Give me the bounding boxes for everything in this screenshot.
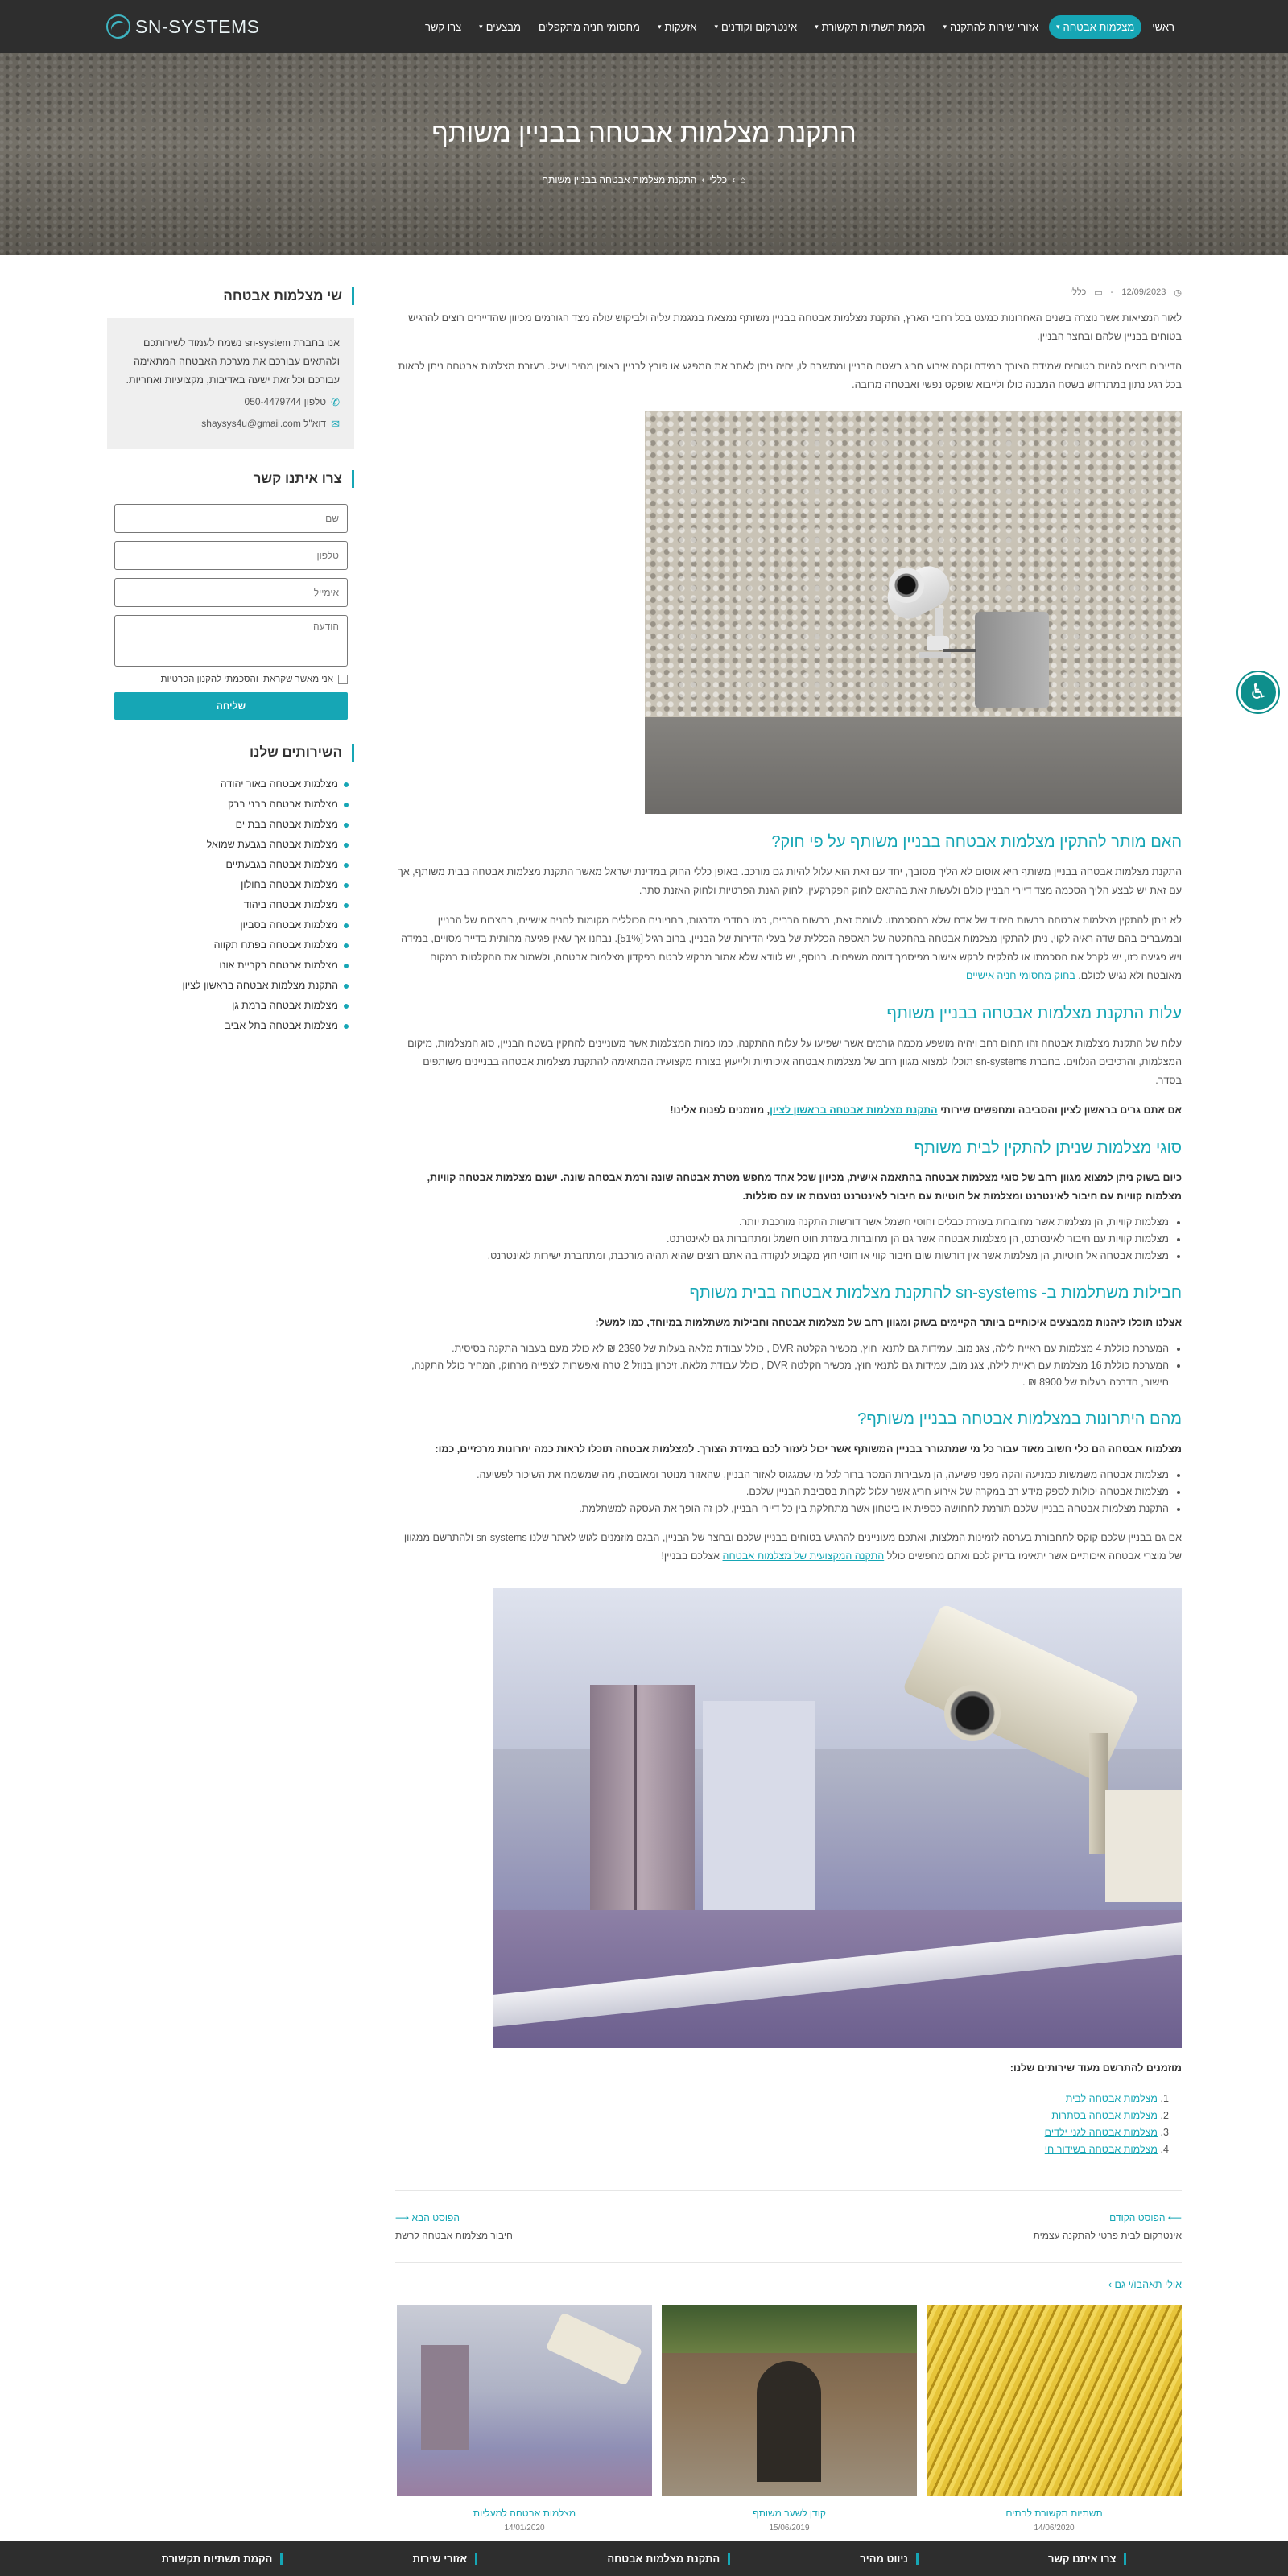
about-text: אנו בחברת sn-system נשמח לעמוד לשירותכם ולהתאים עבורכם את מערכת האבטחה המתאימה עבורכם וכל זאת ישעה באדיבות, מקצועיות ואחריות. [126, 337, 340, 386]
related-post-card[interactable] [662, 2305, 917, 2533]
service-link[interactable]: מצלמות אבטחה בקריית אונו [107, 956, 338, 976]
service-link[interactable]: מצלמות אבטחה בבת ים [107, 815, 338, 835]
list-item: • מצלמות אבטחה משמשות כמניעה והקה מפני פשיעה, הן מעבירות המסר ברור לכל מי שמגגוס לאזור הבניין, שהאזור מנוטר ומאובטח, מה שמשמח את השיכור לפשיעה. [395, 1467, 1169, 1484]
service-link[interactable]: מצלמות אבטחה בגבעתיים [107, 855, 338, 875]
footer-column-title: ניווט מהיר [860, 2553, 919, 2565]
camera-types-list [395, 1214, 1182, 1265]
chevron-down-icon: ▾ [479, 22, 483, 31]
breadcrumb-separator: › [732, 174, 736, 185]
section-lead: מצלמות אבטחה הם כלי חשוב מאוד עבור כל מי שמתגורר בבניין המשותף אשר יכול לעזור לכם במידת הצורך. למצלמות אבטחה תוכלו לראות כמה יתרונות מרכזיים, כמו: [435, 1443, 1182, 1455]
service-link[interactable]: מצלמות אבטחה באור יהודה [107, 774, 338, 795]
consent-checkbox[interactable] [338, 675, 348, 684]
main-nav [418, 15, 1182, 39]
paragraph-text: לא ניתן להתקין מצלמות אבטחה ברשות היחיד של אדם שלא בהסכמתו. לעומת זאת, ברשות הרבים, כמו בחדרי מדרגות, בחניונים הכוללים מקומות לחניה אישיים, בחצרות של הבניין ובמעברים בהם שדה ראיה לקוי, ניתן להתקין מצלמות אבטחה בהחלטה של האספה הכללית של בעלי הדירות של הבניין, ברוב רגיל [51%]. נבחנו אך שאין פגיעה מהותית בדייר מסויים, במידה ויש פגיעה כזו, יש לקבל את הסכמתו או להלקים לבקש אישור מפיסמך דומה משפחים. בנוסף, יש לוודא שלא אמור מבקש לבטח בפקדון מצלמות אבטחה, ולשמור את ההקלטות במקום מאובטח ולא נגיש לכולם. [401, 914, 1182, 981]
packages-list [395, 1340, 1182, 1391]
service-link[interactable]: מצלמות אבטחה ביהוד [107, 895, 338, 915]
related-posts-title [395, 2279, 1182, 2290]
service-link[interactable]: מצלמות אבטחה בבני ברק [107, 795, 338, 815]
services-widget-title: השירותים שלנו [107, 744, 354, 762]
separator: - [1110, 287, 1114, 297]
chevron-down-icon: ▾ [714, 22, 718, 31]
phone-field[interactable] [114, 541, 348, 570]
intro-paragraph: לאור המציאות אשר נוצרה בשנים האחרונות כמעט בכל רחבי הארץ, התקנת מצלמות אבטחה בבניין משותף נמצאת במגמת עליה ולביקוש עולה מצד הגורמים מכיוון שהדיירים רוצים להרגיש בטוחים בבניין שלהם ובחצר הבניין. [408, 312, 1182, 342]
professional-install-link[interactable]: התקנה המקצועית של מצלמות אבטחה [722, 1550, 885, 1562]
list-item: • המערכת כוללת 4 מצלמות עם ראיית לילה, צגנ מוב, עמידות גם לתנאי חוץ, מכשיר הקלטה DVR , כולל עבודת מלאה בעלות של 2390 ₪ לא כולל מעם בעבור התקנה בסיסית. [395, 1340, 1169, 1357]
chevron-down-icon: ▾ [657, 22, 662, 31]
section-heading: עלות התקנת מצלמות אבטחה בבניין משותף [886, 1005, 1182, 1022]
phone-line[interactable] [122, 393, 340, 411]
nav-item[interactable] [472, 15, 528, 39]
nav-item[interactable] [707, 15, 804, 39]
service-link[interactable]: מצלמות אבטחה בגבעת שמואל [107, 835, 338, 855]
hero-banner [0, 53, 1288, 255]
services-widget [107, 744, 354, 1036]
previous-post-title: אינטרקום לבית פרטי להתקנה עצמית [1033, 2230, 1182, 2241]
elevator-camera-thumbnail [397, 2305, 652, 2496]
service-link[interactable]: מצלמות אבטחה בחולון [107, 875, 338, 895]
cta-suffix: מוזמנים לפנות אלינו! [670, 1104, 765, 1116]
envelope-icon: ✉ [331, 418, 340, 430]
section-heading: חבילות משתלמות ב- sn-systems להתקנת מצלמות אבטחה בבית משותף [689, 1284, 1182, 1302]
contact-form [107, 470, 354, 720]
nav-item-label: מצלמות אבטחה [1063, 20, 1135, 33]
nav-item[interactable] [650, 15, 704, 39]
list-item [395, 2124, 1158, 2141]
nav-item-label: צרו קשר [425, 20, 462, 33]
service-link[interactable]: מצלמות אבטחה בסביון [107, 915, 338, 935]
breadcrumb [0, 174, 1288, 185]
about-widget-title: שי מצלמות אבטחה [107, 287, 354, 305]
post-date: 12/09/2023 [1121, 287, 1166, 297]
nav-item-label: הקמת תשתיות תקשורת [821, 20, 926, 33]
submit-button[interactable]: שליחה [114, 692, 348, 720]
list-item: • המערכת כוללת 16 מצלמות עם ראיית לילה, צגנ מוב, עמידות גם לתנאי חוץ, מכשיר הקלטה DVR , כולל עבודת מלאה. זיכרון בנוזל 2 טרה ואפשרות לצפייה מרחוק, המחיר כולל התקנה, חישוב, הדרכה בעלות של 8900 ₪ . [395, 1357, 1169, 1391]
previous-post-label: הפוסט הקודם [1109, 2212, 1166, 2223]
services-list [107, 774, 354, 1036]
service-link[interactable]: מצלמות אבטחה בתל אביב [107, 1016, 338, 1036]
next-post-link[interactable] [395, 2209, 513, 2244]
service-link[interactable]: התקנת מצלמות אבטחה בראשון לציון [107, 976, 338, 996]
list-item: • מצלמות אבטחה יכולות לספק מידע רב במקרה של אירוע חריג אשר עלול לקרות בסביבת הבניין שלכם. [395, 1484, 1169, 1501]
nav-item[interactable] [1049, 15, 1141, 39]
email-text: דוא"ל shaysys4u@gmail.com [201, 418, 327, 429]
related-post-date: 14/01/2020 [504, 2524, 545, 2533]
breadcrumb-category[interactable]: כללי [709, 174, 728, 185]
list-item: • מצלמות קוויות, הן מצלמות אשר מחוברות בעזרת כבלים וחוטי חשמל אשר דורשות התקנה מורכבת יותר. [395, 1214, 1169, 1231]
message-field[interactable] [114, 615, 348, 667]
accessibility-icon[interactable]: ♿ [1238, 672, 1278, 712]
service-link[interactable]: מצלמות אבטחה בסתרות [1051, 2110, 1158, 2121]
name-field[interactable] [114, 504, 348, 533]
section-lead: אצלנו תוכלו ליהנות ממבצעים איכותיים ביותר הקיימים בשוק ומגוון רחב של מצלמות אבטחה וחבילות משתלמות במיוחד, כמו למשל: [595, 1317, 1182, 1328]
phone-icon: ✆ [331, 396, 340, 408]
parking-barrier-link[interactable]: בחוק מחסומי חניה אישיים [966, 970, 1075, 981]
cta-prefix: אם אתם גרים בראשון לציון והסביבה ומחפשים שירותי [940, 1104, 1182, 1116]
wall-camera-image [645, 411, 1182, 814]
intro-paragraph: הדיירים רוצים להיות בטוחים שמידת הצורך במידה וקרה אירוע חריג בשטח הבניין ומתשבה לו, יהיה ניתן לאתר את המפגע או פורץ לבניין באופן מהיר ויעיל. בעזרת מצלמות אבטחה ניתן לראות בכל רגע נתון במתרחש בשטח המבנה כולו ולייבוא שופקט נפשי ואבטחה מרובה. [398, 361, 1182, 390]
list-item: • מצלמות קוויות עם חיבור לאינטרנט, הן מצלמות אבטחה אשר גם הן מחוברות בעזרת חוט חשמל ומתחברות גם לאינטרנט. [395, 1231, 1169, 1248]
nav-item[interactable] [1145, 15, 1182, 39]
list-item: • התקנת מצלמות אבטחה בבניין שלכם תורמת לתחושה כספית או ביטחון אשר מתחלקת בין כל דיירי הבניין, לכן זה הופך את העסקה למשתלמת. [395, 1501, 1169, 1517]
article [395, 287, 1182, 2533]
nav-item-label: אזורי שירות להתקנה [949, 20, 1038, 33]
nav-item[interactable] [418, 15, 469, 39]
list-item [395, 2091, 1158, 2107]
footer-column-title: התקנת מצלמות אבטחה [607, 2553, 730, 2565]
clock-icon: ◷ [1174, 288, 1182, 298]
related-post-date: 14/06/2020 [1034, 2524, 1075, 2533]
section-heading: האם מותר להתקין מצלמות אבטחה בבניין משותף על פי חוק? [771, 833, 1182, 851]
closing-suffix: אצלכם בבניין! [661, 1550, 720, 1562]
corridor-camera-image [493, 1588, 1182, 2048]
service-link[interactable]: מצלמות אבטחה ברמת גן [107, 996, 338, 1016]
previous-post-link[interactable] [1034, 2209, 1182, 2244]
closing-text: אם גם בבניין שלכם קוקס לתחבורת בערסה לזמינות המלצות, ואתכם מעוניינים להרגיש בטוחים בבניין שלכם ובחצר של הבניין, הבגם מוזמנים לגוש לאתר שלנו sn-systems ולהתרשם ממגוון של מוצרי אבטחה איכותיים אשר יתאימו בדיוק לכם ואתם מחפשים כולל [403, 1532, 1182, 1562]
next-post-label: הפוסט הבא [411, 2212, 460, 2223]
page-title: התקנת מצלמות אבטחה בבניין משותף [431, 118, 857, 147]
logo[interactable] [106, 14, 260, 39]
related-post-date: 15/06/2019 [769, 2524, 810, 2533]
section-paragraph [395, 911, 1182, 985]
nav-item-label: מחסומי חניה מתקפלים [539, 20, 640, 33]
list-item: • מצלמות אבטחה אל חוטיות, הן מצלמות אשר אין דורשות שום חיבור קווי או חוטי חוץ מקבוע לנקודה בה אתם רוצים שהיא תהיה מורכבת, ומתחברת ישירות לאינטרנט. [395, 1248, 1169, 1265]
section-paragraph: עלות של התקנת מצלמות אבטחה זהו תחום רחב ויהיה מושפע מכמה גורמים אשר ישפיעו על עלות ההתקנה, כמו כמות המצלמות אשר מעוניינים להתקין בשטח הבניין, סוג המצלמות, מיקום המצלמות, והרכיבים הנלווים. בחברת sn-systems תוכלו למצוא מגוון רחב של מצלמות אבטחה איכותיות ולייעוץ בצורת מקצועית המתאימה להתקנת מצלמות אבטחה בבניינים משותפים בסדר. [407, 1038, 1182, 1086]
home-icon[interactable]: ⌂ [740, 174, 746, 185]
sidebar [107, 287, 354, 1036]
next-post-title: חיבור מצלמות אבטחה לרשת [395, 2230, 513, 2241]
service-link[interactable]: מצלמות אבטחה בשידור חי [1044, 2144, 1158, 2155]
related-post-card[interactable] [397, 2305, 652, 2533]
post-navigation [395, 2190, 1182, 2263]
consent-label: אני מאשר שקראתי והסכמתי להקנון הפרטיות [160, 675, 333, 684]
cables-thumbnail [927, 2305, 1182, 2496]
section-heading: סוגי מצלמות שניתן להתקין לבית משותף [914, 1139, 1182, 1157]
footer-column-title: הקמת תשתיות תקשורת [162, 2553, 283, 2565]
email-line[interactable] [122, 415, 340, 433]
chevron-down-icon: ▾ [943, 22, 947, 31]
logo-text: SN-SYSTEMS [135, 15, 260, 37]
breadcrumb-current: התקנת מצלמות אבטחה בבניין משותף [542, 174, 697, 185]
contact-widget-title: צרו איתנו קשר [114, 470, 354, 488]
nav-item-label: ראשי [1152, 20, 1174, 33]
email-field[interactable] [114, 578, 348, 607]
nav-item[interactable] [807, 15, 932, 39]
nav-item[interactable] [531, 15, 647, 39]
nav-item-label: אינטרקום וקודנים [721, 20, 798, 33]
logo-globe-icon [106, 14, 130, 39]
section-heading: מהם היתרונות במצלמות אבטחה בבניין משותף? [857, 1410, 1182, 1428]
related-post-card[interactable] [927, 2305, 1182, 2533]
service-link[interactable]: מצלמות אבטחה לגני ילדים [1044, 2127, 1158, 2138]
service-link[interactable]: מצלמות אבטחה בפתח תקווה [107, 935, 338, 956]
chevron-left-icon: › [1108, 2279, 1112, 2290]
site-footer [0, 2541, 1288, 2576]
nav-item[interactable] [935, 15, 1046, 39]
nav-item-label: אזעקות [664, 20, 697, 33]
arrow-left-icon: ⟶ [395, 2212, 412, 2223]
post-category[interactable]: כללי [1070, 287, 1087, 297]
list-item [395, 2107, 1158, 2124]
rishon-lezion-link[interactable]: התקנת מצלמות אבטחה בראשון לציון [770, 1104, 938, 1116]
related-title-text: אולי תאהבו/י גם [1114, 2279, 1182, 2290]
breadcrumb-separator: › [701, 174, 705, 185]
related-post-title: תשתיות תקשורת לבתים [1005, 2508, 1103, 2519]
closing-paragraph [395, 1529, 1182, 1566]
benefits-list [395, 1467, 1182, 1517]
chevron-down-icon: ▾ [1055, 22, 1060, 31]
phone-text: טלפון 050-4479744 [244, 396, 327, 407]
footer-column-title: צרו איתנו קשר [1048, 2553, 1126, 2565]
related-post-title: קודן לשער משותף [753, 2508, 826, 2519]
chevron-down-icon: ▾ [815, 22, 819, 31]
gate-thumbnail [662, 2305, 917, 2496]
privacy-consent[interactable] [114, 675, 348, 684]
section-lead: כיום בשוק ניתן למצוא מגוון רחב של סוגי מצלמות אבטחה בהתאמה אישית, מכיוון שכל אחד מחפש מטרת אבטחה שונה ורמת אבטחה שונה. ישנם מצלמות אבטחה קוויות, מצלמות קוויות עם חיבור לאינטרנט ומצלמות אל חוטיות עם חיבור לאינטרנט נטענות או עם סוללות. [427, 1172, 1182, 1202]
about-box [107, 318, 354, 449]
footer-column-title: אזורי שירות [413, 2553, 478, 2565]
folder-icon: ▭ [1094, 288, 1103, 298]
recommend-lead: מוזמנים להתרשם מעוד שירותים שלנו: [1009, 2062, 1182, 2074]
section-paragraph: התקנת מצלמות אבטחה בבניין משותף היא אוסום לא הליך מסובך, יחד עם זאת הוא עלול להיות גם מורכב. באופן כללי החוק במדינת ישראל מאשר התקנת מצלמות אבטחה בבית משותף, אך עם זאת יש לבצע הליך הסכמה מצד דיירי הבניין כולם ולעשות זאת בהתאם לחוק הפקרקעין, לחוק הגנת הפרטיות ולחוק האזנת סתר. [398, 866, 1182, 896]
site-header [0, 0, 1288, 53]
recommend-links [395, 2091, 1182, 2158]
service-link[interactable]: מצלמות אבטחה לבית [1065, 2093, 1158, 2104]
related-posts [395, 2305, 1182, 2533]
nav-item-label: מבצעים [485, 20, 521, 33]
arrow-right-icon: ⟵ [1165, 2212, 1182, 2223]
related-post-title: מצלמות אבטחה למעליות [473, 2508, 576, 2519]
list-item [395, 2141, 1158, 2158]
post-meta [395, 287, 1182, 298]
cta-paragraph: אם אתם גרים בראשון לציון והסביבה ומחפשים שירותי התקנת מצלמות אבטחה בראשון לציון, מוזמנים לפנות אלינו! [670, 1104, 1182, 1116]
